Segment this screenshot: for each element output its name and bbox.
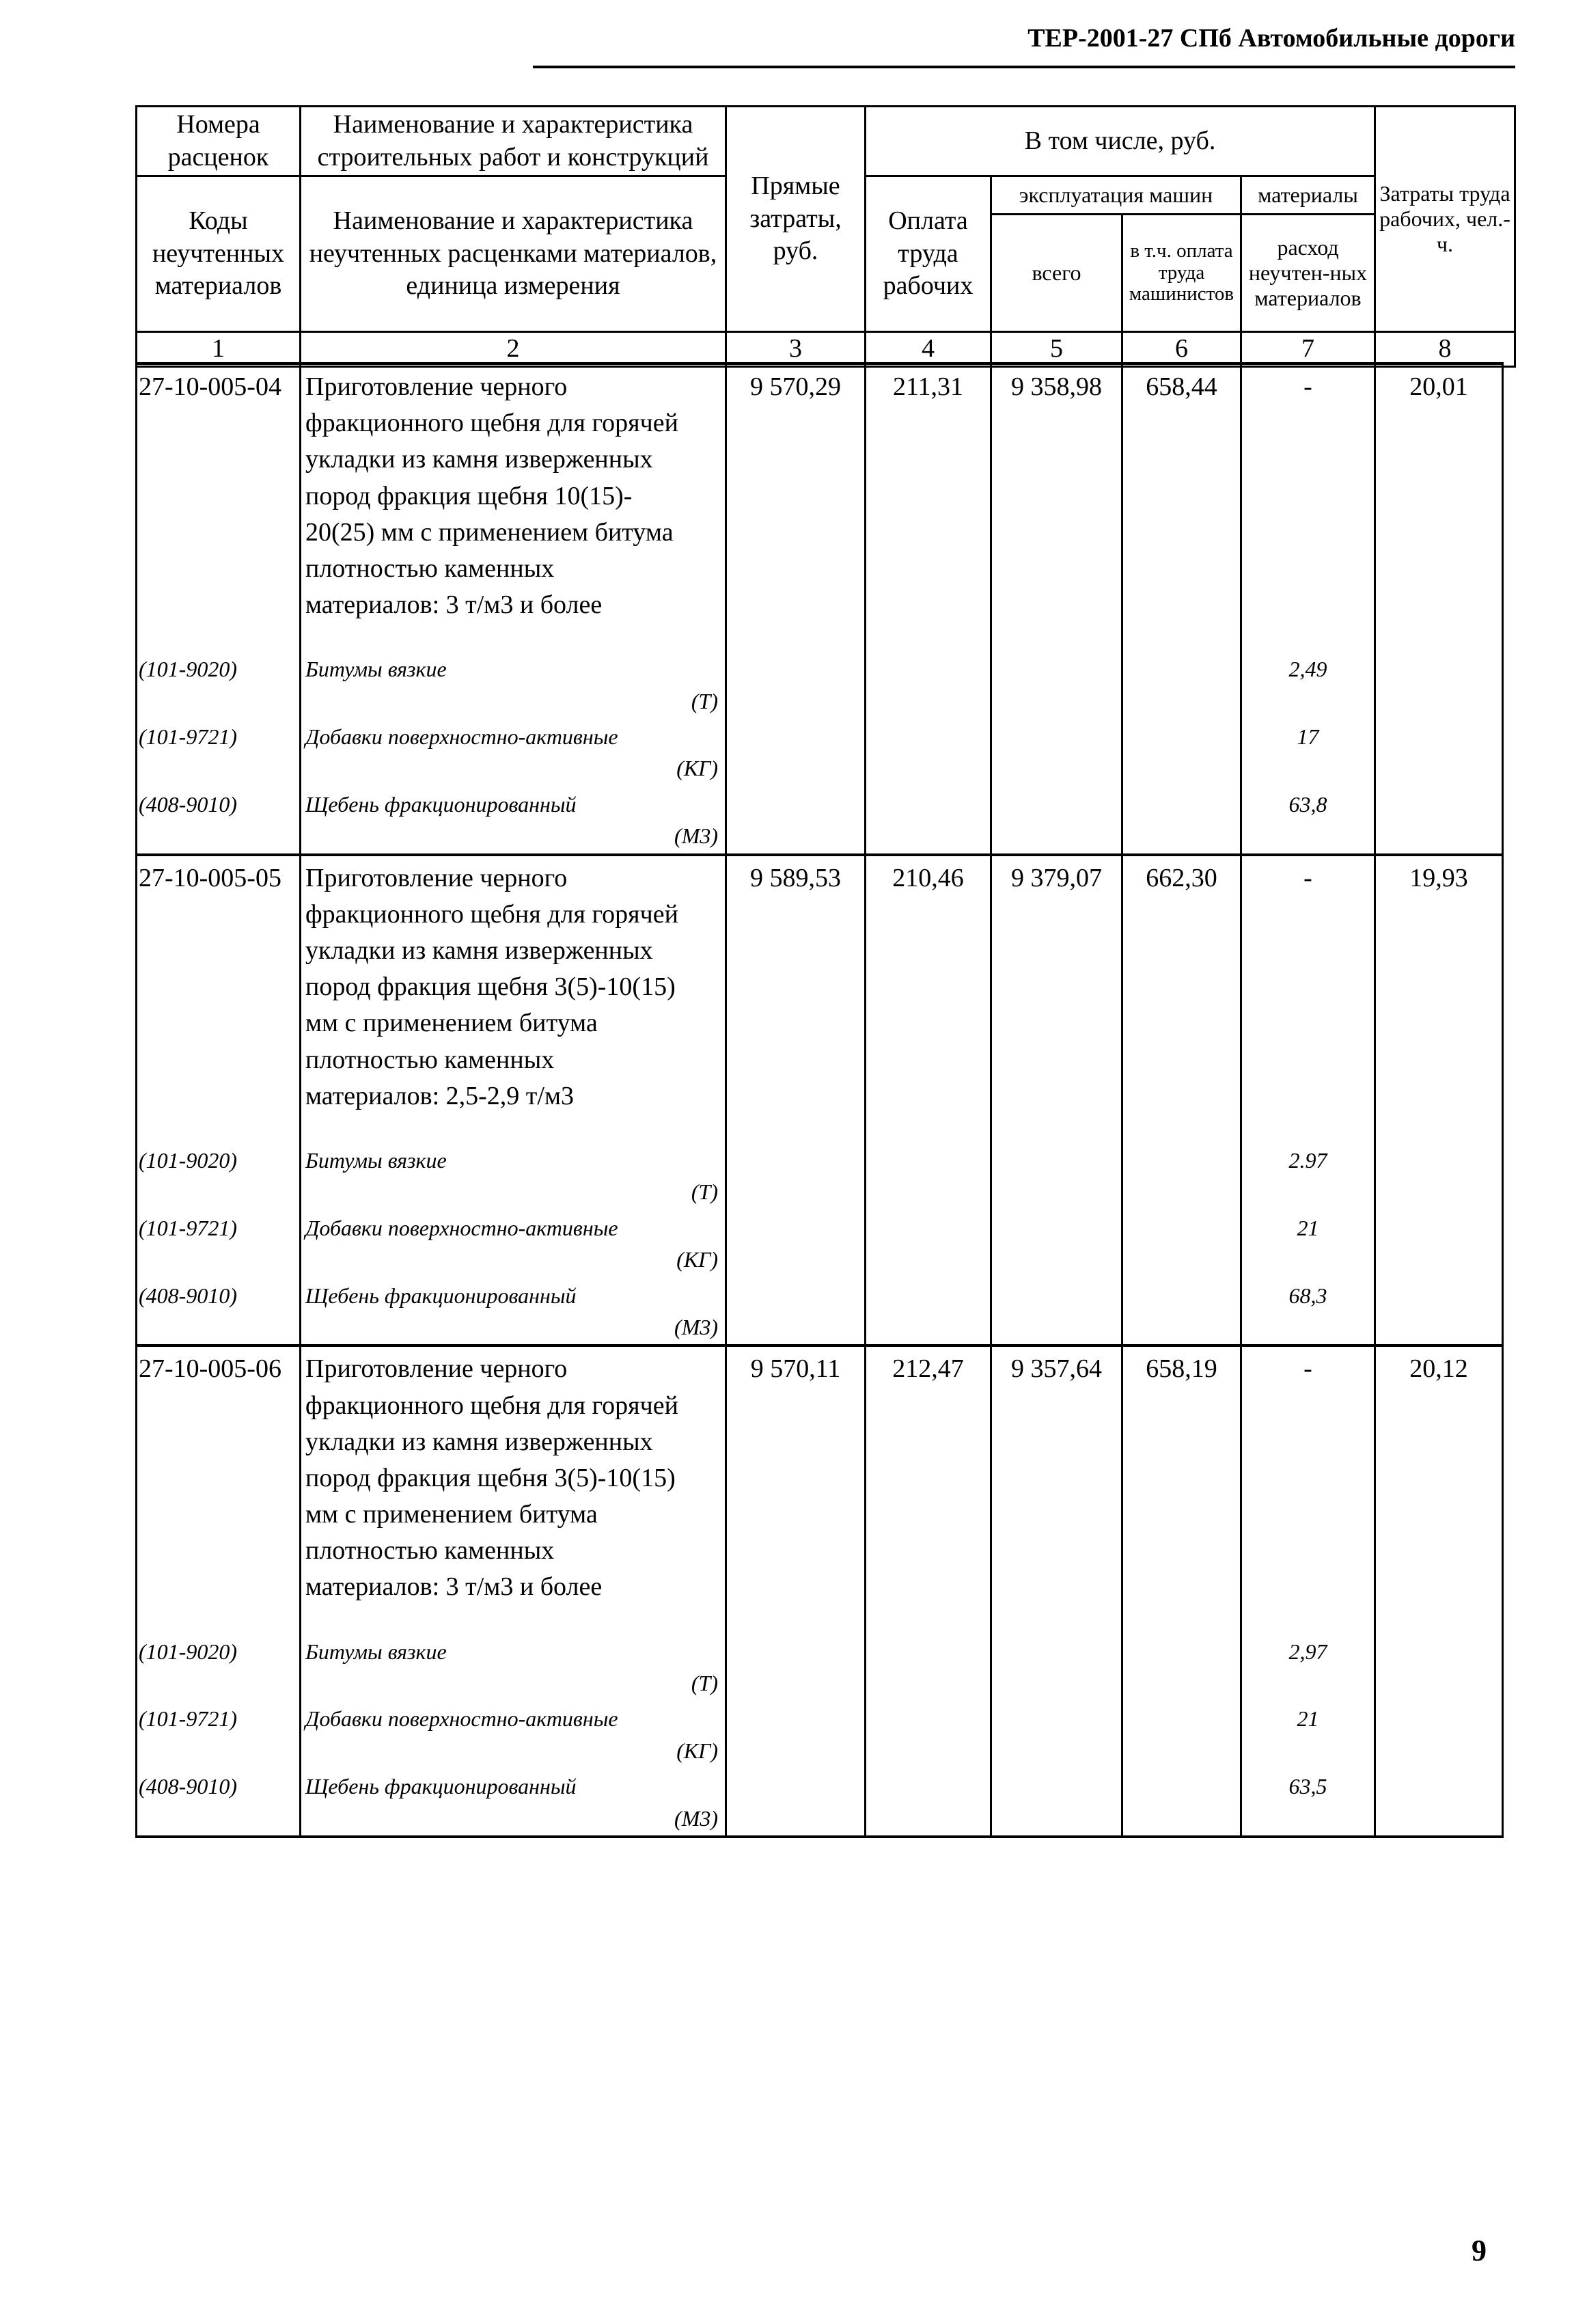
machines-total-value: 9 358,98 — [991, 364, 1122, 651]
empty-cell — [991, 1700, 1122, 1768]
title-rule — [533, 66, 1515, 68]
material-unit: (Т) — [691, 1179, 718, 1205]
material-row — [137, 718, 1503, 786]
header-worker-pay: Оплата труда рабочих — [866, 176, 991, 332]
header-machines-total: всего — [991, 215, 1122, 332]
material-code: (408-9010) — [137, 786, 301, 855]
rate-row — [137, 1345, 1503, 1632]
material-code: (101-9721) — [137, 718, 301, 786]
rate-row — [137, 855, 1503, 1142]
material-unit: (Т) — [691, 688, 718, 713]
empty-cell — [1375, 1768, 1503, 1837]
column-numbers-row — [137, 332, 1515, 367]
material-quantity: 2,49 — [1241, 651, 1375, 718]
empty-cell — [1122, 786, 1241, 855]
empty-cell — [866, 786, 991, 855]
material-unit: (М3) — [674, 1805, 718, 1831]
header-material-names: Наименование и характеристика неучтенных расценками материалов, единица измерения — [301, 176, 726, 332]
material-name: Добавки поверхностно-активные — [305, 1215, 618, 1240]
material-quantity: 63,5 — [1241, 1768, 1375, 1837]
material-name-cell — [301, 1700, 726, 1768]
empty-cell — [866, 718, 991, 786]
material-name-cell — [301, 1633, 726, 1701]
worker-pay-value: 210,46 — [866, 855, 991, 1142]
material-unit: (М3) — [674, 823, 718, 849]
material-code: (408-9010) — [137, 1277, 301, 1346]
header-labor-hours: Затраты труда рабочих, чел.-ч. — [1375, 107, 1515, 332]
empty-cell — [866, 651, 991, 718]
material-name: Щебень фракционированный — [305, 1774, 577, 1799]
material-code: (101-9721) — [137, 1209, 301, 1277]
labor-hours-value: 19,93 — [1375, 855, 1503, 1142]
material-name-cell — [301, 1209, 726, 1277]
material-name: Битумы вязкие — [305, 657, 447, 682]
column-number: 6 — [1122, 332, 1241, 367]
empty-cell — [726, 786, 866, 855]
column-number: 1 — [137, 332, 301, 367]
empty-cell — [1122, 1142, 1241, 1209]
empty-cell — [1375, 786, 1503, 855]
empty-cell — [726, 1209, 866, 1277]
direct-costs-value: 9 589,53 — [726, 855, 866, 1142]
material-name: Добавки поверхностно-активные — [305, 1706, 618, 1732]
empty-cell — [866, 1768, 991, 1837]
empty-cell — [991, 651, 1122, 718]
rate-description: Приготовление черного фракционного щебня для горячей укладки из камня изверженных пород фракция щебня 3(5)-10(15) мм с применением битума плотностью каменных материалов: 2,5-2,9 т/м3 — [301, 855, 726, 1142]
empty-cell — [726, 1277, 866, 1346]
material-name-cell — [301, 1277, 726, 1346]
material-name: Щебень фракционированный — [305, 1283, 577, 1308]
empty-cell — [1375, 1633, 1503, 1701]
machines-total-value: 9 379,07 — [991, 855, 1122, 1142]
direct-costs-value: 9 570,11 — [726, 1345, 866, 1632]
worker-pay-value: 212,47 — [866, 1345, 991, 1632]
header-work-name: Наименование и характеристика строительных работ и конструкций — [301, 107, 726, 176]
header-material-codes: Коды неучтенных материалов — [137, 176, 301, 332]
material-code: (408-9010) — [137, 1768, 301, 1837]
material-unit: (КГ) — [676, 1738, 718, 1763]
material-code: (101-9020) — [137, 651, 301, 718]
header-direct-costs: Прямые затраты, руб. — [726, 107, 866, 332]
material-row — [137, 1700, 1503, 1768]
header-rate-numbers: Номера расценок — [137, 107, 301, 176]
empty-cell — [726, 1768, 866, 1837]
empty-cell — [1375, 1209, 1503, 1277]
column-number: 7 — [1241, 332, 1375, 367]
material-name: Битумы вязкие — [305, 1147, 447, 1173]
material-quantity: 2.97 — [1241, 1142, 1375, 1209]
material-row — [137, 1633, 1503, 1701]
material-code: (101-9020) — [137, 1633, 301, 1701]
empty-cell — [991, 718, 1122, 786]
empty-cell — [1122, 1277, 1241, 1346]
header-machine-operation: эксплуатация машин — [991, 176, 1241, 215]
machinists-pay-value: 658,19 — [1122, 1345, 1241, 1632]
column-number: 5 — [991, 332, 1122, 367]
empty-cell — [1375, 1277, 1503, 1346]
rate-code: 27-10-005-05 — [137, 855, 301, 1142]
empty-cell — [866, 1633, 991, 1701]
material-unit: (КГ) — [676, 1247, 718, 1272]
column-header-table — [135, 105, 1516, 368]
document-title: ТЕР-2001-27 СПб Автомобильные дороги — [1027, 24, 1515, 53]
empty-cell — [1375, 1142, 1503, 1209]
rate-code: 27-10-005-06 — [137, 1345, 301, 1632]
materials-value: - — [1241, 1345, 1375, 1632]
material-quantity: 68,3 — [1241, 1277, 1375, 1346]
header-machinists-pay: в т.ч. оплата труда машинистов — [1122, 215, 1241, 332]
empty-cell — [991, 1277, 1122, 1346]
material-quantity: 21 — [1241, 1700, 1375, 1768]
machinists-pay-value: 662,30 — [1122, 855, 1241, 1142]
empty-cell — [991, 1633, 1122, 1701]
material-row — [137, 786, 1503, 855]
material-name-cell — [301, 718, 726, 786]
material-row — [137, 1768, 1503, 1837]
material-name: Щебень фракционированный — [305, 791, 577, 817]
empty-cell — [1122, 1700, 1241, 1768]
empty-cell — [1122, 1633, 1241, 1701]
header-materials: материалы — [1241, 176, 1375, 215]
empty-cell — [1375, 718, 1503, 786]
empty-cell — [726, 651, 866, 718]
material-name: Битумы вязкие — [305, 1639, 447, 1664]
machinists-pay-value: 658,44 — [1122, 364, 1241, 651]
empty-cell — [866, 1142, 991, 1209]
material-quantity: 2,97 — [1241, 1633, 1375, 1701]
material-name-cell — [301, 1768, 726, 1837]
empty-cell — [991, 786, 1122, 855]
empty-cell — [866, 1700, 991, 1768]
material-unit: (М3) — [674, 1314, 718, 1339]
empty-cell — [1122, 718, 1241, 786]
empty-cell — [1122, 1768, 1241, 1837]
rate-description: Приготовление черного фракционного щебня для горячей укладки из камня изверженных пород фракция щебня 3(5)-10(15) мм с применением битума плотностью каменных материалов: 3 т/м3 и более — [301, 1345, 726, 1632]
empty-cell — [1122, 1209, 1241, 1277]
materials-value: - — [1241, 855, 1375, 1142]
empty-cell — [991, 1768, 1122, 1837]
material-unit: (КГ) — [676, 756, 718, 781]
empty-cell — [1375, 651, 1503, 718]
material-name-cell — [301, 1142, 726, 1209]
material-row — [137, 1277, 1503, 1346]
material-code: (101-9721) — [137, 1700, 301, 1768]
column-number: 8 — [1375, 332, 1515, 367]
empty-cell — [726, 1142, 866, 1209]
machines-total-value: 9 357,64 — [991, 1345, 1122, 1632]
header-unaccounted-materials: расход неучтен-ных материалов — [1241, 215, 1375, 332]
rates-table — [135, 362, 1504, 1838]
empty-cell — [726, 1633, 866, 1701]
material-row — [137, 651, 1503, 718]
column-number: 4 — [866, 332, 991, 367]
empty-cell — [866, 1277, 991, 1346]
labor-hours-value: 20,12 — [1375, 1345, 1503, 1632]
empty-cell — [726, 1700, 866, 1768]
column-number: 2 — [301, 332, 726, 367]
material-name-cell — [301, 786, 726, 855]
rate-row — [137, 364, 1503, 651]
empty-cell — [991, 1142, 1122, 1209]
material-row — [137, 1209, 1503, 1277]
material-quantity: 21 — [1241, 1209, 1375, 1277]
material-name-cell — [301, 651, 726, 718]
worker-pay-value: 211,31 — [866, 364, 991, 651]
empty-cell — [991, 1209, 1122, 1277]
page-number: 9 — [1472, 2234, 1487, 2267]
material-unit: (Т) — [691, 1671, 718, 1696]
material-quantity: 63,8 — [1241, 786, 1375, 855]
material-code: (101-9020) — [137, 1142, 301, 1209]
material-name: Добавки поверхностно-активные — [305, 724, 618, 750]
labor-hours-value: 20,01 — [1375, 364, 1503, 651]
rate-description: Приготовление черного фракционного щебня для горячей укладки из камня изверженных пород фракция щебня 10(15)- 20(25) мм с применением битума плотностью каменных материалов: 3 т/м3 и более — [301, 364, 726, 651]
rate-code: 27-10-005-04 — [137, 364, 301, 651]
materials-value: - — [1241, 364, 1375, 651]
header-including: В том числе, руб. — [866, 107, 1375, 176]
empty-cell — [866, 1209, 991, 1277]
direct-costs-value: 9 570,29 — [726, 364, 866, 651]
material-quantity: 17 — [1241, 718, 1375, 786]
column-number: 3 — [726, 332, 866, 367]
empty-cell — [1122, 651, 1241, 718]
material-row — [137, 1142, 1503, 1209]
empty-cell — [726, 718, 866, 786]
empty-cell — [1375, 1700, 1503, 1768]
